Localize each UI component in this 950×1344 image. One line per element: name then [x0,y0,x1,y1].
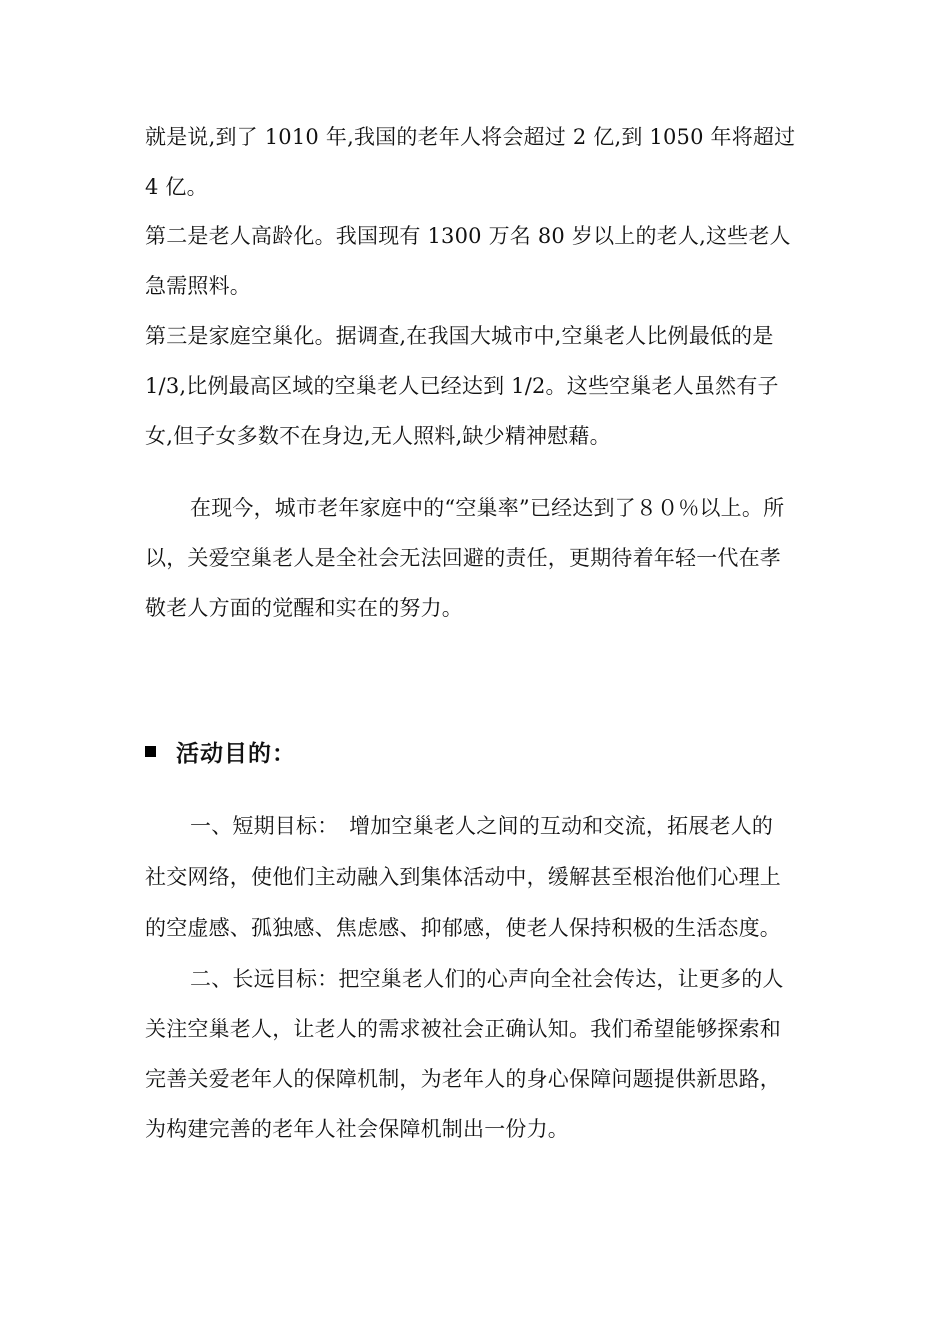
paragraph-line: 一、短期目标： 增加空巢老人之间的互动和交流，拓展老人的 [190,814,774,838]
paragraph-line: 就是说,到了 1010 年,我国的老年人将会超过 2 亿,到 1050 年将超过 [145,125,796,149]
section-heading-text: 活动目的： [176,740,296,767]
paragraph-line: 4 亿。 [145,175,208,199]
paragraph-line: 为构建完善的老年人社会保障机制出一份力。 [145,1117,569,1141]
paragraph-line: 关注空巢老人，让老人的需求被社会正确认知。我们希望能够探索和 [145,1017,781,1041]
paragraph-line: 女,但子女多数不在身边,无人照料,缺少精神慰藉。 [145,424,611,448]
section-heading [145,734,296,768]
paragraph-line: 敬老人方面的觉醒和实在的努力。 [145,596,463,620]
paragraph-line: 以，关爱空巢老人是全社会无法回避的责任，更期待着年轻一代在孝 [145,546,781,570]
square-bullet-icon [145,746,156,757]
paragraph-line: 社交网络，使他们主动融入到集体活动中，缓解甚至根治他们心理上 [145,865,781,889]
paragraph-line: 完善关爱老年人的保障机制，为老年人的身心保障问题提供新思路， [145,1067,781,1091]
paragraph-line: 在现今，城市老年家庭中的“空巢率”已经达到了８０％以上。所 [190,496,785,520]
paragraph-line: 第二是老人高龄化。我国现有 1300 万名 80 岁以上的老人,这些老人 [145,224,791,248]
paragraph-line: 的空虚感、孤独感、焦虑感、抑郁感，使老人保持积极的生活态度。 [145,916,781,940]
paragraph-line: 1/3,比例最高区域的空巢老人已经达到 1/2。这些空巢老人虽然有子 [145,374,779,398]
paragraph-line: 第三是家庭空巢化。据调查,在我国大城市中,空巢老人比例最低的是 [145,324,774,348]
paragraph-line: 二、长远目标：把空巢老人们的心声向全社会传达，让更多的人 [190,967,784,991]
paragraph-line: 急需照料。 [145,274,251,298]
